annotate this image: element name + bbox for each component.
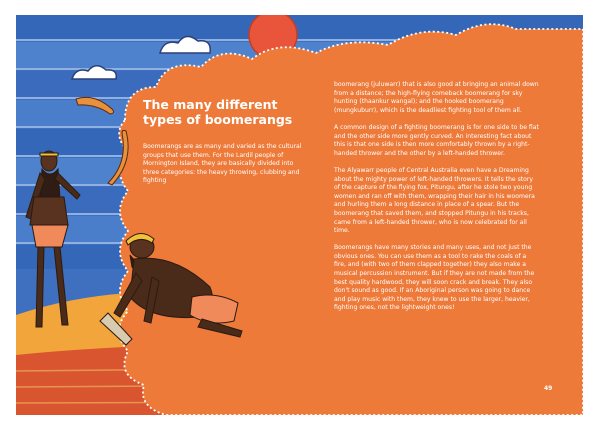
page-heading: The many different types of boomerangs xyxy=(143,97,293,127)
left-column xyxy=(143,143,305,195)
paragraph: Boomerangs are as many and varied as the cultural groups that use them. For the Lardil people of Mornington Island, they are basically divided into three categories: the heavy throwing, clubbing and fighting xyxy=(143,143,302,185)
paragraph: The Alyawarr people of Central Australia even have a Dreaming about the mighty power of left-handed throwers. It tells the story of the capture of the flying fox, Pitungu, after he stole two young women and ran off with them, wrapping their hair in his woomera and hurling them a long distance in place of a spear. But the boomerang that saved them, and stopped Pitungu in his tracks, came from a left-handed thrower, who is now celebrated for all time. xyxy=(334,166,535,235)
book-spread xyxy=(16,15,583,415)
paragraph: Boomerangs have many stories and many uses, and not just the obvious ones. You can use them as a tool to rake the coals of a fire, and (with two of them clapped together) they also make a musical percussion instrument. But if they are not made from the best quality hardwood, they will soon crack and break. They also don't sound as good. If an Aboriginal person was going to dance and play music with them, they knew to use the larger, heavier, fighting ones, not the lightweight ones! xyxy=(334,244,535,312)
paragraph: boomerang (juluwarr) that is also good at bringing an animal down from a distance; the high-flying comeback boomerang for sky hunting (thaankur wangal); and the hooked boomerang (mungkuburr), which is the deadliest fighting tool of them all. xyxy=(334,81,539,114)
right-column xyxy=(334,81,539,322)
page-number: 49 xyxy=(544,385,553,392)
paragraph: A common design of a fighting boomerang is for one side to be flat and the other side more gently curved. An interesting fact about this is that one side is then more comfortably thrown by a right-handed thrower and the other by a left-handed thrower. xyxy=(334,123,539,157)
